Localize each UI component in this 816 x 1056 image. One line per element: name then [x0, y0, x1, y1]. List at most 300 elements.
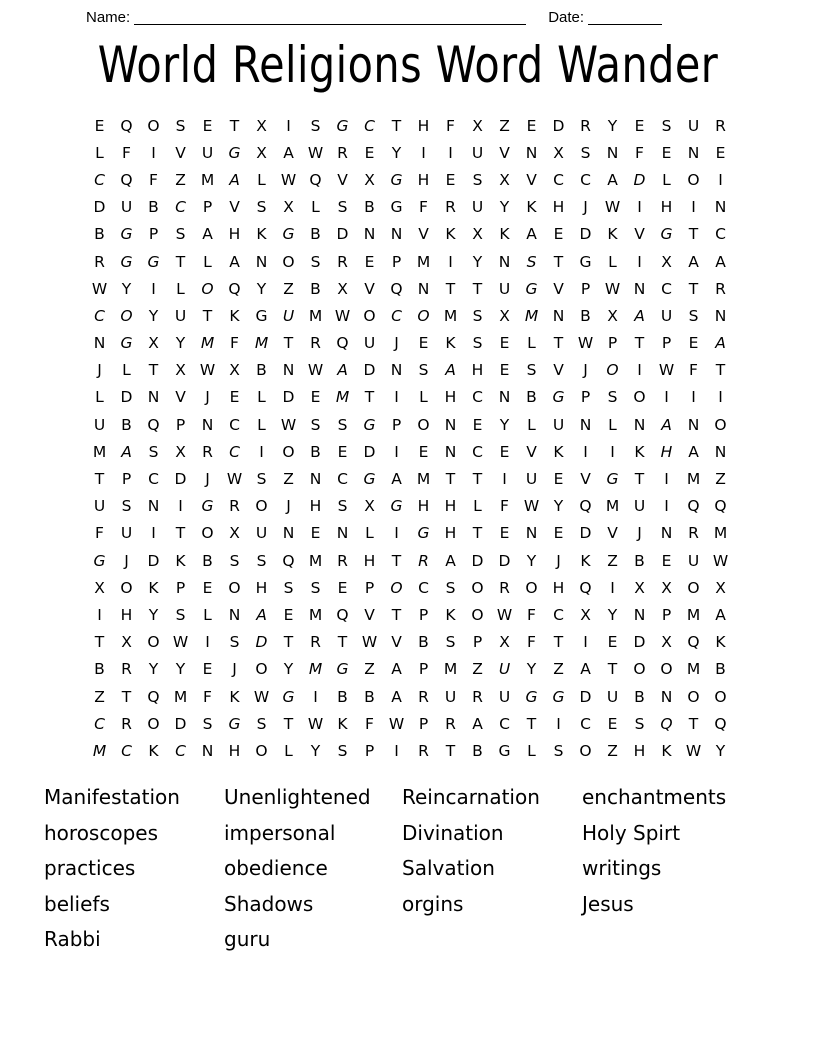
grid-cell[interactable]: V — [634, 225, 645, 244]
grid-cell[interactable]: M — [308, 605, 323, 624]
grid-cell[interactable]: Q — [309, 170, 322, 189]
grid-cell[interactable]: P — [661, 605, 672, 624]
grid-cell[interactable]: X — [229, 361, 240, 380]
grid-cell[interactable]: G — [363, 470, 376, 489]
grid-cell[interactable]: T — [148, 361, 159, 380]
grid-cell[interactable]: E — [553, 524, 564, 543]
grid-cell[interactable]: E — [661, 551, 672, 570]
grid-cell[interactable]: G — [228, 143, 241, 162]
grid-cell[interactable]: I — [394, 442, 399, 461]
grid-cell[interactable]: P — [121, 470, 132, 489]
grid-cell[interactable]: Q — [687, 497, 700, 516]
grid-cell[interactable]: I — [259, 442, 264, 461]
grid-cell[interactable]: L — [311, 198, 320, 217]
grid-cell[interactable]: I — [718, 388, 723, 407]
grid-cell[interactable]: G — [498, 741, 511, 760]
grid-cell[interactable]: P — [175, 578, 186, 597]
grid-cell[interactable]: U — [606, 687, 619, 706]
grid-cell[interactable]: V — [553, 361, 564, 380]
grid-cell[interactable]: D — [120, 388, 133, 407]
grid-cell[interactable]: N — [579, 415, 592, 434]
grid-cell[interactable]: G — [282, 687, 295, 706]
grid-cell[interactable]: X — [553, 143, 564, 162]
grid-cell[interactable]: T — [688, 225, 699, 244]
grid-cell[interactable]: X — [499, 633, 510, 652]
grid-cell[interactable]: A — [580, 660, 591, 679]
grid-cell[interactable]: V — [526, 170, 537, 189]
grid-cell[interactable]: T — [391, 551, 402, 570]
grid-cell[interactable]: T — [553, 334, 564, 353]
grid-cell[interactable]: N — [687, 143, 700, 162]
grid-cell[interactable]: F — [500, 497, 509, 516]
grid-cell[interactable]: W — [253, 687, 270, 706]
grid-cell[interactable]: E — [364, 252, 375, 271]
grid-cell[interactable]: D — [147, 551, 160, 570]
grid-cell[interactable]: N — [228, 605, 241, 624]
grid-cell[interactable]: L — [473, 497, 482, 516]
grid-cell[interactable]: N — [498, 252, 511, 271]
grid-cell[interactable]: N — [714, 198, 727, 217]
grid-cell[interactable]: V — [553, 279, 564, 298]
grid-cell[interactable]: I — [448, 252, 453, 271]
grid-cell[interactable]: X — [715, 578, 726, 597]
grid-cell[interactable]: S — [337, 415, 348, 434]
grid-cell[interactable]: F — [527, 633, 536, 652]
grid-cell[interactable]: A — [688, 442, 699, 461]
grid-cell[interactable]: G — [525, 279, 538, 298]
grid-cell[interactable]: O — [417, 306, 430, 325]
grid-cell[interactable]: H — [444, 388, 457, 407]
grid-cell[interactable]: Y — [499, 415, 510, 434]
grid-cell[interactable]: C — [175, 198, 186, 217]
grid-cell[interactable]: P — [148, 225, 159, 244]
grid-cell[interactable]: C — [175, 741, 186, 760]
grid-cell[interactable]: Q — [228, 279, 241, 298]
grid-cell[interactable]: T — [94, 633, 105, 652]
grid-cell[interactable]: V — [607, 524, 618, 543]
word-list-item[interactable]: writings — [582, 856, 662, 881]
grid-cell[interactable]: S — [634, 714, 645, 733]
grid-cell[interactable]: D — [498, 551, 511, 570]
grid-cell[interactable]: H — [660, 198, 673, 217]
grid-cell[interactable]: G — [579, 252, 592, 271]
grid-cell[interactable]: I — [691, 198, 696, 217]
grid-cell[interactable]: L — [527, 741, 536, 760]
grid-cell[interactable]: W — [307, 714, 324, 733]
grid-cell[interactable]: U — [471, 143, 484, 162]
grid-cell[interactable]: T — [121, 687, 132, 706]
grid-cell[interactable]: N — [282, 524, 295, 543]
word-list-item[interactable]: horoscopes — [44, 820, 159, 845]
grid-cell[interactable]: L — [419, 388, 428, 407]
grid-cell[interactable]: Q — [660, 714, 673, 733]
grid-cell[interactable]: E — [607, 714, 618, 733]
grid-cell[interactable]: X — [337, 279, 348, 298]
grid-cell[interactable]: K — [526, 198, 537, 217]
grid-cell[interactable]: B — [364, 687, 375, 706]
grid-cell[interactable]: T — [94, 470, 105, 489]
grid-cell[interactable]: Y — [148, 605, 159, 624]
grid-cell[interactable]: M — [308, 551, 323, 570]
grid-cell[interactable]: D — [633, 170, 646, 189]
grid-cell[interactable]: H — [363, 551, 376, 570]
word-list-item[interactable]: guru — [224, 927, 271, 952]
grid-cell[interactable]: I — [556, 714, 561, 733]
grid-cell[interactable]: G — [660, 225, 673, 244]
grid-cell[interactable]: M — [443, 660, 458, 679]
grid-cell[interactable]: X — [364, 170, 375, 189]
grid-cell[interactable]: H — [660, 442, 673, 461]
grid-cell[interactable]: K — [661, 741, 672, 760]
grid-cell[interactable]: O — [255, 497, 268, 516]
grid-cell[interactable]: B — [94, 225, 105, 244]
grid-cell[interactable]: T — [175, 252, 186, 271]
grid-cell[interactable]: T — [202, 306, 213, 325]
grid-cell[interactable]: F — [95, 524, 104, 543]
grid-cell[interactable]: P — [391, 252, 402, 271]
grid-cell[interactable]: C — [499, 714, 510, 733]
grid-cell[interactable]: X — [607, 306, 618, 325]
grid-cell[interactable]: M — [173, 687, 188, 706]
grid-cell[interactable]: R — [310, 633, 321, 652]
grid-cell[interactable]: S — [553, 741, 564, 760]
grid-cell[interactable]: L — [365, 524, 374, 543]
grid-cell[interactable]: W — [658, 361, 675, 380]
grid-cell[interactable]: H — [552, 198, 565, 217]
grid-cell[interactable]: Z — [472, 660, 483, 679]
grid-cell[interactable]: H — [255, 578, 268, 597]
grid-cell[interactable]: N — [660, 687, 673, 706]
grid-cell[interactable]: Z — [607, 551, 618, 570]
grid-cell[interactable]: S — [229, 551, 240, 570]
grid-cell[interactable]: S — [688, 306, 699, 325]
word-search-grid[interactable] — [86, 112, 734, 765]
grid-cell[interactable]: B — [256, 361, 267, 380]
grid-cell[interactable]: N — [309, 470, 322, 489]
grid-cell[interactable]: I — [394, 741, 399, 760]
grid-cell[interactable]: E — [202, 660, 213, 679]
grid-cell[interactable]: T — [634, 334, 645, 353]
grid-cell[interactable]: X — [175, 442, 186, 461]
grid-cell[interactable]: R — [121, 714, 132, 733]
grid-cell[interactable]: E — [337, 578, 348, 597]
grid-cell[interactable]: N — [255, 252, 268, 271]
grid-cell[interactable]: U — [93, 497, 106, 516]
grid-cell[interactable]: R — [337, 252, 348, 271]
grid-cell[interactable]: M — [92, 442, 107, 461]
grid-cell[interactable]: L — [284, 741, 293, 760]
grid-cell[interactable]: I — [610, 578, 615, 597]
grid-cell[interactable]: E — [310, 388, 321, 407]
word-list-item[interactable]: Shadows — [224, 891, 314, 916]
grid-cell[interactable]: B — [121, 415, 132, 434]
grid-cell[interactable]: U — [498, 660, 511, 679]
grid-cell[interactable]: M — [605, 497, 620, 516]
grid-cell[interactable]: E — [283, 605, 294, 624]
grid-cell[interactable]: S — [472, 306, 483, 325]
grid-cell[interactable]: O — [579, 741, 592, 760]
grid-cell[interactable]: A — [391, 687, 402, 706]
grid-cell[interactable]: S — [526, 361, 537, 380]
grid-cell[interactable]: Q — [120, 170, 133, 189]
grid-cell[interactable]: I — [394, 388, 399, 407]
grid-cell[interactable]: E — [337, 442, 348, 461]
grid-cell[interactable]: C — [364, 116, 375, 135]
grid-cell[interactable]: W — [388, 714, 405, 733]
grid-cell[interactable]: N — [606, 143, 619, 162]
grid-cell[interactable]: S — [310, 415, 321, 434]
grid-cell[interactable]: D — [363, 442, 376, 461]
word-list-item[interactable]: enchantments — [582, 785, 727, 809]
grid-cell[interactable]: S — [337, 741, 348, 760]
grid-cell[interactable]: A — [634, 306, 645, 325]
grid-cell[interactable]: Z — [607, 741, 618, 760]
grid-cell[interactable]: G — [363, 415, 376, 434]
grid-cell[interactable]: K — [634, 442, 645, 461]
grid-cell[interactable]: J — [394, 334, 399, 353]
grid-cell[interactable]: R — [688, 524, 699, 543]
grid-cell[interactable]: M — [416, 470, 431, 489]
grid-cell[interactable]: G — [390, 170, 403, 189]
grid-cell[interactable]: M — [713, 524, 728, 543]
grid-cell[interactable]: C — [553, 605, 564, 624]
grid-cell[interactable]: N — [147, 388, 160, 407]
grid-cell[interactable]: D — [552, 116, 565, 135]
grid-cell[interactable]: T — [391, 605, 402, 624]
grid-cell[interactable]: T — [364, 388, 375, 407]
grid-cell[interactable]: D — [174, 470, 187, 489]
grid-cell[interactable]: J — [286, 497, 291, 516]
grid-cell[interactable]: G — [390, 497, 403, 516]
grid-cell[interactable]: G — [390, 198, 403, 217]
grid-cell[interactable]: Y — [148, 660, 159, 679]
word-list-item[interactable]: Holy Spirt — [582, 820, 681, 845]
grid-cell[interactable]: P — [364, 578, 375, 597]
grid-cell[interactable]: Z — [499, 116, 510, 135]
grid-cell[interactable]: T — [283, 334, 294, 353]
grid-cell[interactable]: S — [229, 633, 240, 652]
grid-cell[interactable]: I — [286, 116, 291, 135]
grid-cell[interactable]: R — [445, 714, 456, 733]
grid-cell[interactable]: G — [120, 225, 133, 244]
grid-cell[interactable]: F — [203, 687, 212, 706]
grid-cell[interactable]: Z — [553, 660, 564, 679]
grid-cell[interactable]: U — [93, 415, 106, 434]
grid-cell[interactable]: H — [417, 497, 430, 516]
grid-cell[interactable]: X — [283, 198, 294, 217]
grid-cell[interactable]: E — [553, 225, 564, 244]
grid-cell[interactable]: W — [199, 361, 216, 380]
grid-cell[interactable]: W — [307, 361, 324, 380]
grid-cell[interactable]: S — [310, 116, 321, 135]
grid-cell[interactable]: E — [202, 578, 213, 597]
name-write-line[interactable] — [134, 12, 526, 25]
grid-cell[interactable]: S — [283, 578, 294, 597]
grid-cell[interactable]: X — [661, 633, 672, 652]
grid-cell[interactable]: L — [176, 279, 185, 298]
grid-cell[interactable]: U — [687, 551, 700, 570]
grid-cell[interactable]: Q — [282, 551, 295, 570]
grid-cell[interactable]: N — [444, 415, 457, 434]
grid-cell[interactable]: B — [310, 279, 321, 298]
grid-cell[interactable]: A — [688, 252, 699, 271]
date-write-line[interactable] — [588, 12, 662, 25]
grid-cell[interactable]: S — [661, 116, 672, 135]
grid-cell[interactable]: R — [121, 660, 132, 679]
grid-cell[interactable]: P — [391, 415, 402, 434]
grid-cell[interactable]: U — [255, 524, 268, 543]
grid-cell[interactable]: S — [256, 714, 267, 733]
grid-cell[interactable]: X — [229, 524, 240, 543]
grid-cell[interactable]: J — [205, 388, 210, 407]
grid-cell[interactable]: C — [580, 170, 591, 189]
grid-cell[interactable]: L — [662, 170, 671, 189]
grid-cell[interactable]: O — [147, 116, 160, 135]
grid-cell[interactable]: M — [335, 388, 350, 407]
grid-cell[interactable]: C — [94, 306, 105, 325]
grid-cell[interactable]: M — [443, 306, 458, 325]
grid-cell[interactable]: N — [633, 415, 646, 434]
word-list-item[interactable]: practices — [44, 856, 136, 881]
grid-cell[interactable]: B — [148, 198, 159, 217]
grid-cell[interactable]: T — [715, 361, 726, 380]
grid-cell[interactable]: E — [607, 633, 618, 652]
grid-cell[interactable]: K — [175, 551, 186, 570]
grid-cell[interactable]: W — [523, 497, 540, 516]
grid-cell[interactable]: V — [229, 198, 240, 217]
grid-cell[interactable]: T — [526, 714, 537, 733]
grid-cell[interactable]: E — [445, 170, 456, 189]
grid-cell[interactable]: P — [202, 198, 213, 217]
grid-cell[interactable]: V — [364, 279, 375, 298]
grid-cell[interactable]: N — [687, 415, 700, 434]
grid-cell[interactable]: V — [526, 442, 537, 461]
grid-cell[interactable]: C — [94, 714, 105, 733]
grid-cell[interactable]: G — [120, 252, 133, 271]
grid-cell[interactable]: O — [471, 578, 484, 597]
grid-cell[interactable]: P — [661, 334, 672, 353]
grid-cell[interactable]: H — [120, 605, 133, 624]
grid-cell[interactable]: J — [637, 524, 642, 543]
grid-cell[interactable]: H — [309, 497, 322, 516]
grid-cell[interactable]: Y — [472, 252, 483, 271]
grid-cell[interactable]: C — [229, 415, 240, 434]
grid-cell[interactable]: M — [416, 252, 431, 271]
grid-cell[interactable]: S — [445, 633, 456, 652]
grid-cell[interactable]: E — [526, 116, 537, 135]
grid-cell[interactable]: U — [687, 116, 700, 135]
grid-cell[interactable]: T — [445, 741, 456, 760]
grid-cell[interactable]: O — [714, 415, 727, 434]
grid-cell[interactable]: I — [178, 497, 183, 516]
grid-cell[interactable]: E — [499, 442, 510, 461]
grid-cell[interactable]: A — [715, 334, 726, 353]
grid-cell[interactable]: W — [226, 470, 243, 489]
grid-cell[interactable]: T — [445, 279, 456, 298]
grid-cell[interactable]: H — [417, 170, 430, 189]
grid-cell[interactable]: K — [229, 306, 240, 325]
grid-cell[interactable]: O — [687, 170, 700, 189]
grid-cell[interactable]: Y — [148, 306, 159, 325]
grid-cell[interactable]: A — [445, 361, 456, 380]
grid-cell[interactable]: O — [687, 578, 700, 597]
grid-cell[interactable]: A — [256, 605, 267, 624]
grid-cell[interactable]: C — [580, 714, 591, 733]
grid-cell[interactable]: R — [715, 116, 726, 135]
grid-cell[interactable]: P — [175, 415, 186, 434]
grid-cell[interactable]: E — [499, 524, 510, 543]
grid-cell[interactable]: J — [124, 551, 129, 570]
grid-cell[interactable]: A — [661, 415, 672, 434]
grid-cell[interactable]: U — [471, 198, 484, 217]
grid-cell[interactable]: A — [283, 143, 294, 162]
grid-cell[interactable]: N — [633, 279, 646, 298]
grid-cell[interactable]: X — [364, 497, 375, 516]
grid-cell[interactable]: V — [391, 633, 402, 652]
grid-cell[interactable]: Y — [553, 497, 564, 516]
grid-cell[interactable]: V — [580, 470, 591, 489]
grid-cell[interactable]: U — [174, 306, 187, 325]
grid-cell[interactable]: G — [336, 660, 349, 679]
grid-cell[interactable]: W — [577, 334, 594, 353]
grid-cell[interactable]: R — [499, 578, 510, 597]
grid-cell[interactable]: X — [661, 252, 672, 271]
grid-cell[interactable]: M — [524, 306, 539, 325]
grid-cell[interactable]: A — [715, 252, 726, 271]
grid-cell[interactable]: O — [201, 524, 214, 543]
grid-cell[interactable]: K — [499, 225, 510, 244]
grid-cell[interactable]: O — [228, 578, 241, 597]
grid-cell[interactable]: U — [444, 687, 457, 706]
grid-cell[interactable]: X — [499, 170, 510, 189]
grid-cell[interactable]: G — [120, 334, 133, 353]
grid-cell[interactable]: S — [256, 198, 267, 217]
grid-cell[interactable]: R — [418, 551, 429, 570]
grid-cell[interactable]: J — [205, 470, 210, 489]
grid-cell[interactable]: K — [553, 442, 564, 461]
grid-cell[interactable]: E — [472, 415, 483, 434]
grid-cell[interactable]: T — [553, 252, 564, 271]
grid-cell[interactable]: P — [418, 605, 429, 624]
grid-cell[interactable]: B — [310, 225, 321, 244]
grid-cell[interactable]: S — [175, 605, 186, 624]
grid-cell[interactable]: E — [202, 116, 213, 135]
grid-cell[interactable]: N — [201, 415, 214, 434]
grid-cell[interactable]: Z — [283, 279, 294, 298]
grid-cell[interactable]: A — [202, 225, 213, 244]
grid-cell[interactable]: B — [715, 660, 726, 679]
grid-cell[interactable]: Y — [256, 279, 267, 298]
word-list-item[interactable]: Jesus — [582, 891, 634, 916]
grid-cell[interactable]: D — [174, 714, 187, 733]
grid-cell[interactable]: C — [418, 578, 429, 597]
grid-cell[interactable]: I — [637, 252, 642, 271]
grid-cell[interactable]: L — [527, 334, 536, 353]
grid-cell[interactable]: W — [334, 306, 351, 325]
grid-cell[interactable]: D — [282, 388, 295, 407]
grid-cell[interactable]: U — [498, 687, 511, 706]
grid-cell[interactable]: R — [418, 741, 429, 760]
grid-cell[interactable]: E — [229, 388, 240, 407]
grid-cell[interactable]: W — [712, 551, 729, 570]
grid-cell[interactable]: I — [151, 279, 156, 298]
grid-cell[interactable]: I — [583, 633, 588, 652]
grid-cell[interactable]: L — [257, 170, 266, 189]
grid-cell[interactable]: U — [633, 497, 646, 516]
grid-cell[interactable]: Y — [175, 660, 186, 679]
grid-cell[interactable]: T — [553, 633, 564, 652]
grid-cell[interactable]: E — [553, 470, 564, 489]
